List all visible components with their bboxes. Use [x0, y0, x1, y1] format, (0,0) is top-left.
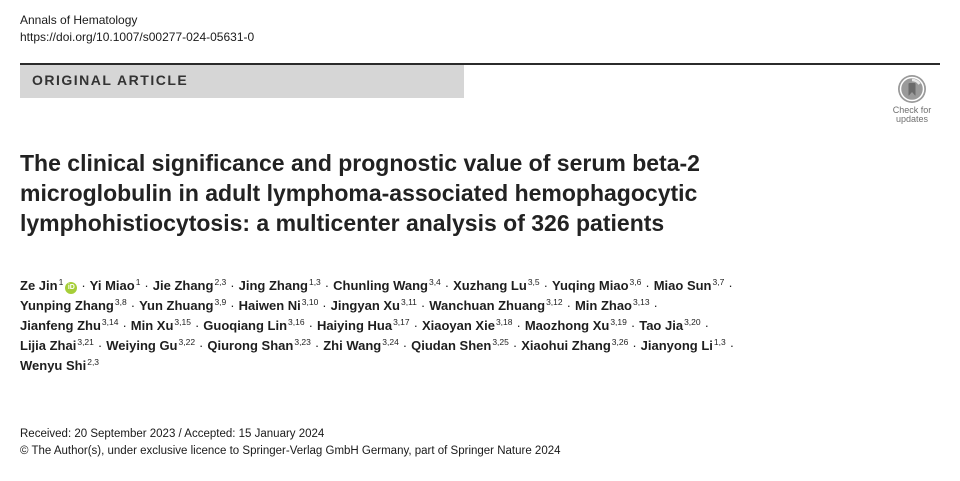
author-separator: · — [122, 318, 127, 333]
author-line — [20, 276, 940, 296]
author[interactable] — [20, 298, 127, 313]
author-separator: · — [413, 318, 418, 333]
author[interactable] — [333, 278, 441, 293]
author-separator: · — [194, 318, 200, 333]
author[interactable] — [20, 358, 99, 373]
author-name: Miao Sun — [653, 278, 712, 293]
author-name: Haiying Hua — [316, 318, 393, 333]
author-line — [20, 296, 940, 316]
author-separator: · — [420, 298, 426, 313]
author-separator: · — [324, 278, 330, 293]
author-separator: · — [444, 278, 450, 293]
author-name: Yunping Zhang — [20, 298, 114, 313]
author-affiliation: 3,18 — [495, 317, 513, 327]
author-name: Chunling Wang — [333, 278, 428, 293]
copyright-notice: © The Author(s), under exclusive licence to Springer-Verlag GmbH Germany, part of Springer Nature 2024 — [20, 445, 561, 457]
author-name: Yun Zhuang — [139, 298, 214, 313]
author-affiliation: 3,4 — [428, 277, 441, 287]
author-name: Wanchuan Zhuang — [429, 298, 546, 313]
author[interactable] — [207, 338, 311, 353]
author-affiliation: 3,9 — [214, 297, 227, 307]
author-affiliation: 3,14 — [101, 317, 119, 327]
received-accepted-dates: Received: 20 September 2023 / Accepted: 15 January 2024 — [20, 428, 325, 440]
author[interactable] — [20, 278, 77, 293]
author-name: Jianyong Li — [640, 338, 713, 353]
author-name: Jingyan Xu — [330, 298, 400, 313]
author[interactable] — [411, 338, 509, 353]
title-line: The clinical significance and prognostic value of serum beta-2 — [20, 150, 700, 176]
author-affiliation: 3,17 — [393, 317, 410, 327]
author-separator: · — [632, 338, 637, 353]
author-name: Qiurong Shan — [207, 338, 294, 353]
author-separator: · — [704, 318, 709, 333]
author[interactable] — [331, 298, 417, 313]
author-separator: · — [402, 338, 408, 353]
author[interactable] — [131, 318, 191, 333]
check-for-updates-icon — [897, 74, 927, 104]
author-separator: · — [512, 338, 518, 353]
author-list — [20, 276, 940, 376]
author[interactable] — [525, 318, 627, 333]
author[interactable] — [20, 338, 94, 353]
author-name: Min Xu — [130, 318, 174, 333]
author[interactable] — [90, 278, 141, 293]
author-affiliation: 1,3 — [308, 277, 321, 287]
author-affiliation: 1 — [135, 277, 141, 287]
author[interactable] — [106, 338, 195, 353]
author-separator: · — [630, 318, 636, 333]
author-name: Zhi Wang — [323, 338, 382, 353]
author-name: Weiying Gu — [106, 338, 178, 353]
author[interactable] — [639, 318, 700, 333]
author[interactable] — [239, 298, 319, 313]
author-separator: · — [645, 278, 650, 293]
author-name: Tao Jia — [639, 318, 684, 333]
article-dates — [20, 426, 561, 460]
author-affiliation: 3,24 — [382, 337, 399, 347]
author-separator: · — [653, 298, 658, 313]
author[interactable] — [654, 278, 725, 293]
author-separator: · — [199, 338, 204, 353]
author-separator: · — [97, 338, 103, 353]
author-affiliation: 3,11 — [401, 297, 417, 307]
article-type-band — [20, 63, 940, 98]
author-line — [20, 316, 940, 336]
author-affiliation: 3,10 — [301, 297, 319, 307]
author-name: Lijia Zhai — [20, 338, 77, 353]
author-name: Jing Zhang — [238, 278, 308, 293]
author-affiliation: 3,21 — [77, 337, 94, 347]
author-name: Yi Miao — [89, 278, 135, 293]
author-name: Ze Jin — [20, 278, 58, 293]
author-separator: · — [729, 338, 735, 353]
author-affiliation: 1 — [58, 277, 64, 287]
title-line: microglobulin in adult lymphoma-associated hemophagocytic — [20, 180, 698, 206]
author-separator: · — [130, 298, 136, 313]
author[interactable] — [521, 338, 628, 353]
author-name: Min Zhao — [574, 298, 632, 313]
author-affiliation: 3,15 — [174, 317, 191, 327]
check-for-updates-badge[interactable] — [884, 74, 940, 130]
author-name: Xuzhang Lu — [453, 278, 527, 293]
doi-link[interactable]: https://doi.org/10.1007/s00277-024-05631-0 — [20, 30, 255, 44]
author[interactable] — [20, 318, 118, 333]
article-title — [20, 148, 900, 238]
author[interactable] — [429, 298, 562, 313]
author-separator: · — [314, 338, 320, 353]
author[interactable] — [153, 278, 227, 293]
author-separator: · — [543, 278, 548, 293]
author-affiliation: 3,22 — [178, 337, 196, 347]
author-name: Jianfeng Zhu — [20, 318, 101, 333]
orcid-icon[interactable]: iD — [65, 282, 77, 294]
title-line: lymphohistiocytosis: a multicenter analysis of 326 patients — [20, 210, 665, 236]
author-separator: · — [322, 298, 327, 313]
author-name: Qiudan Shen — [411, 338, 492, 353]
author-name: Haiwen Ni — [238, 298, 301, 313]
author-name: Xiaoyan Xie — [421, 318, 495, 333]
author-name: Maozhong Xu — [524, 318, 610, 333]
author[interactable] — [641, 338, 726, 353]
article-type-label: ORIGINAL ARTICLE — [32, 72, 189, 88]
author-affiliation: 3,6 — [629, 277, 642, 287]
author[interactable] — [203, 318, 304, 333]
author[interactable] — [552, 278, 641, 293]
author[interactable] — [317, 318, 410, 333]
author-separator: · — [566, 298, 571, 313]
author-line — [20, 356, 940, 376]
author-name: Guoqiang Lin — [203, 318, 288, 333]
author-affiliation: 3,7 — [712, 277, 725, 287]
author-affiliation: 3,16 — [288, 317, 305, 327]
author[interactable] — [453, 278, 540, 293]
author[interactable] — [422, 318, 513, 333]
author-name: Yuqing Miao — [551, 278, 629, 293]
author-separator: · — [230, 298, 235, 313]
journal-header — [20, 12, 254, 46]
author-name: Xiaohui Zhang — [521, 338, 611, 353]
author[interactable] — [239, 278, 321, 293]
check-for-updates-label: Check for updates — [892, 105, 932, 124]
author-affiliation: 3,8 — [114, 297, 127, 307]
author-separator: · — [728, 278, 733, 293]
author-separator: · — [81, 278, 86, 293]
author-name: Wenyu Shi — [20, 358, 87, 373]
author[interactable] — [323, 338, 399, 353]
journal-name: Annals of Hematology — [20, 13, 138, 27]
author-affiliation: 3,5 — [527, 277, 540, 287]
author-separator: · — [230, 278, 235, 293]
author[interactable] — [575, 298, 650, 313]
author-affiliation: 3,26 — [611, 337, 629, 347]
author-affiliation: 2,3 — [87, 357, 100, 367]
author-affiliation: 3,23 — [294, 337, 311, 347]
author-separator: · — [516, 318, 521, 333]
author-affiliation: 2,3 — [214, 277, 227, 287]
author-affiliation: 1,3 — [713, 337, 726, 347]
author-affiliation: 3,13 — [633, 297, 650, 307]
author-affiliation: 3,19 — [610, 317, 627, 327]
author-name: Jie Zhang — [152, 278, 214, 293]
author-separator: · — [308, 318, 313, 333]
author-affiliation: 3,25 — [492, 337, 509, 347]
author[interactable] — [139, 298, 226, 313]
author-separator: · — [144, 278, 149, 293]
author-affiliation: 3,12 — [546, 297, 563, 307]
author-line — [20, 336, 940, 356]
author-affiliation: 3,20 — [684, 317, 701, 327]
